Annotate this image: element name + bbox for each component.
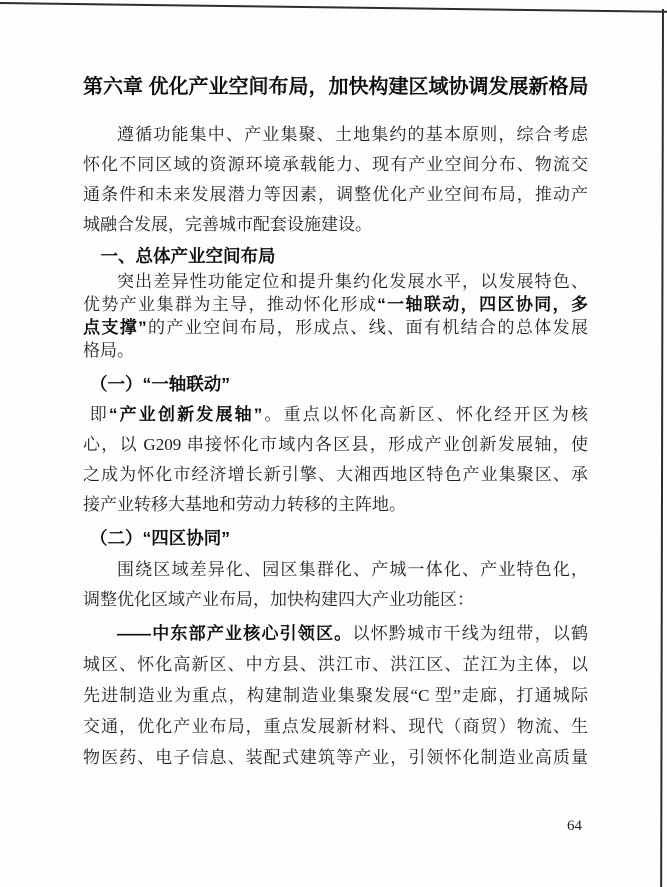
text-segment: 的产业空间布局，形成点、线、面有机结合的总体发展 [146,318,588,337]
text-segment: 心，以 G209 串接怀化市域内各区县，形成产业创新发展轴，使 [83,435,588,454]
text-segment: 通条件和未来发展潜力等因素，调整优化产业空间布局，推动产 [83,185,588,204]
text-line [83,339,588,362]
text-line [83,460,588,490]
text-column [83,0,588,773]
text-line [83,210,588,240]
text-segment: 遵循功能集中、产业集聚、土地集约的基本原则，综合考虑 [117,125,588,144]
text-segment: 调整优化区域产业布局，加快构建四大产业功能区： [83,590,474,609]
text-line [83,120,588,150]
section-heading-overall-layout: 一、总体产业空间布局 [100,246,276,266]
text-line [83,430,588,460]
text-line [83,293,588,316]
text-line [83,150,588,180]
subsection-heading-one-axis: （一）“一轴联动” [90,374,230,394]
paragraph-four-zones [83,555,588,615]
text-line [83,490,588,520]
text-segment: 。重点以怀化高新区、怀化经开区为核 [262,405,588,424]
text-segment: 格局。 [83,341,134,360]
text-line [83,649,588,680]
text-line [83,680,588,711]
paragraph-one-axis [83,400,588,520]
text-line [83,742,588,773]
paragraph-overall-layout [83,270,588,362]
text-segment-bold: “一轴联动，四区协同，多 [377,295,588,314]
scan-edge-right-line [660,9,664,887]
text-segment: 突出差异性功能定位和提升集约化发展水平，以发展特色、 [117,272,588,291]
text-segment: 优势产业集群为主导，推动怀化形成 [83,295,378,314]
chapter-title: 第六章 优化产业空间布局，加快构建区域协调发展新格局 [83,76,589,98]
text-segment: 城区、怀化高新区、中方县、洪江市、洪江区、芷江为主体，以 [83,655,588,674]
text-segment-bold: “产业创新发展轴” [108,405,263,424]
text-line [83,711,588,742]
text-segment-bold: ——中东部产业核心引领区。 [117,624,353,643]
text-line [83,270,588,293]
text-line [83,180,588,210]
text-segment: 城融合发展，完善城市配套设施建设。 [83,215,372,234]
text-segment-bold: 点支撑” [83,318,147,337]
text-line [83,585,588,615]
paragraph-intro [83,120,588,240]
text-line [83,316,588,339]
text-segment: 围绕区域差异化、园区集群化、产城一体化、产业特色化， [117,560,588,579]
paragraph-central-east-zone [83,618,588,773]
text-line [83,400,588,430]
text-segment: 接产业转移大基地和劳动力转移的主阵地。 [83,495,406,514]
text-segment: 怀化不同区域的资源环境承载能力、现有产业空间分布、物流交 [83,155,588,174]
subsection-heading-four-zones: （二）“四区协同” [90,528,230,548]
page-number: 64 [567,818,582,834]
text-line [83,618,588,649]
text-line [83,555,588,585]
text-segment: 之成为怀化市经济增长新引擎、大湘西地区特色产业集聚区、承 [83,465,588,484]
text-segment: 以怀黔城市干线为纽带，以鹤 [352,624,588,643]
text-segment: 物医药、电子信息、装配式建筑等产业，引领怀化制造业高质量 [83,748,588,767]
text-segment: 交通，优化产业布局，重点发展新材料、现代（商贸）物流、生 [83,717,588,736]
text-segment: 即 [89,405,109,424]
text-segment: 先进制造业为重点，构建制造业集聚发展“C 型”走廊，打通城际 [83,686,588,705]
